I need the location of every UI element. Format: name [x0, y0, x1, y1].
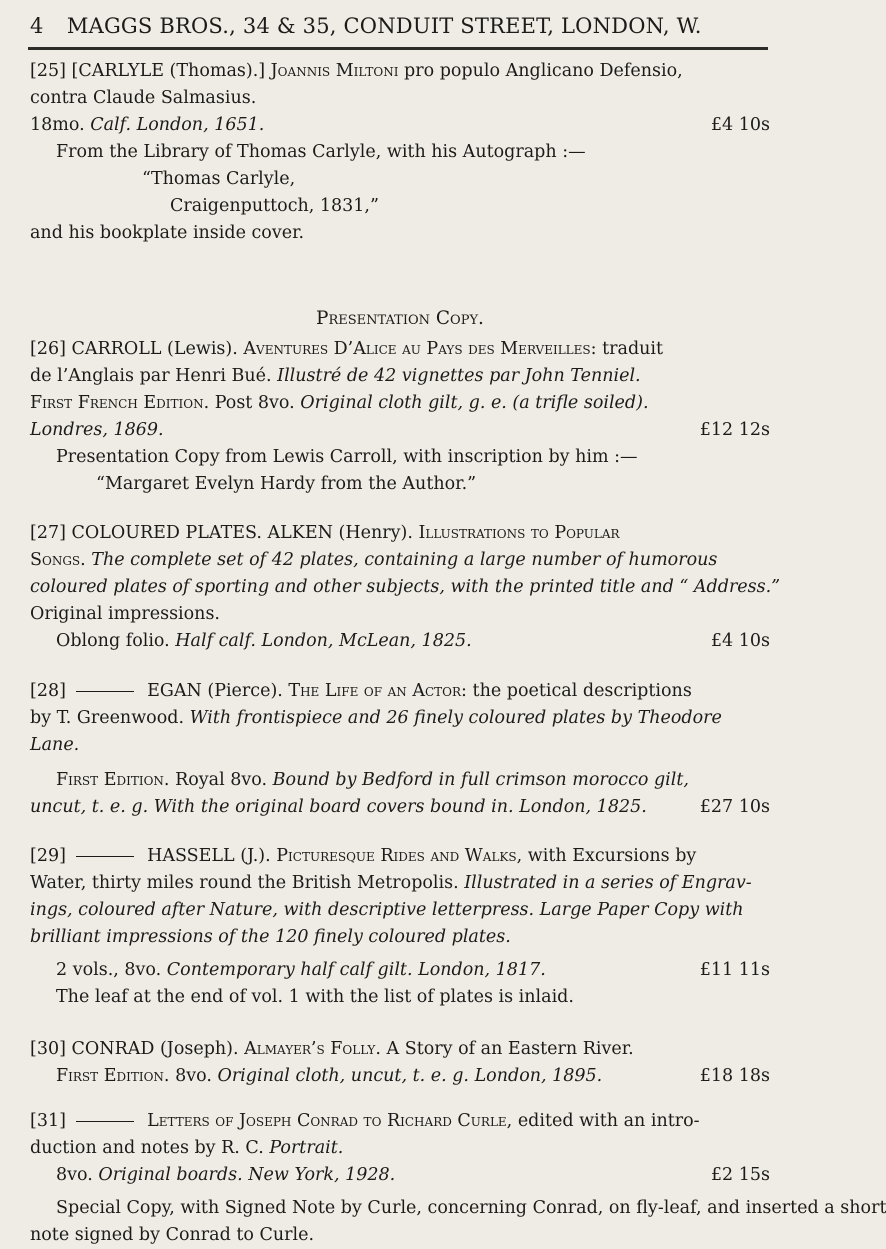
lot-description: ings, coloured after Nature, with descriptive letterpress. Large Paper Copy with [30, 900, 744, 920]
lot-title-rest: A Story of an Eastern River. [386, 1039, 634, 1059]
lot-title: Aventures D’Alice au Pays des Merveilles: [243, 339, 597, 359]
lot-description: coloured plates of sporting and other subjects, with the printed title and “ Address.” [30, 577, 781, 597]
lot-imprint: Londres, 1869. [30, 420, 164, 440]
header-title: MAGGS BROS., 34 & 35, CONDUIT STREET, LONDON, W. [66, 14, 702, 38]
lot-note: The leaf at the end of vol. 1 with the list of plates is inlaid. [56, 987, 574, 1007]
lot-note: From the Library of Thomas Carlyle, with his Autograph :— [56, 142, 586, 162]
lot-quote: Craigenputtoch, 1831,” [170, 196, 379, 216]
lot-subject: COLOURED PLATES. [71, 523, 262, 543]
lot-price: £27 10s [699, 797, 770, 817]
lot-edition: First French Edition. [30, 393, 210, 413]
lot-title: Almayer’s Folly. [244, 1039, 381, 1059]
lot-binding: Half calf. [175, 631, 256, 651]
lot-number: [27] [30, 523, 66, 543]
lot-illustrations: Illustrated in a series of Engrav- [464, 873, 752, 893]
lot-note: note signed by Conrad to Curle. [30, 1225, 315, 1245]
section-presentation-copy: Presentation Copy. [316, 308, 484, 329]
lot-binding: Contemporary half calf gilt. [166, 960, 413, 980]
lot-binding: Original cloth gilt, g. e. (a trifle soiled). [300, 393, 649, 413]
lot-author: ALKEN (Henry). [267, 523, 413, 543]
lot-format: 18mo. [30, 115, 85, 135]
lot-price: £12 12s [699, 420, 770, 440]
lot-title: Picturesque Rides and Walks, [276, 846, 523, 866]
lot-number: [30] [30, 1039, 66, 1059]
lot-imprint: London, 1817. [418, 960, 546, 980]
lot-imprint: London, McLean, 1825. [261, 631, 472, 651]
lot-number: [25] [30, 61, 66, 81]
lot-author: CONRAD (Joseph). [71, 1039, 239, 1059]
lot-28 [30, 678, 770, 821]
lot-number: [28] [30, 681, 66, 701]
lot-title-line2: de l’Anglais par Henri Bué. [30, 366, 272, 386]
lot-format: Oblong folio. [56, 631, 170, 651]
lot-note: “Margaret Evelyn Hardy from the Author.” [96, 474, 477, 494]
lot-author: HASSELL (J.). [147, 846, 271, 866]
lot-binding: Original boards. [98, 1165, 243, 1185]
lot-note: Presentation Copy from Lewis Carroll, with inscription by him :— [56, 447, 638, 467]
lot-30 [30, 1036, 770, 1090]
lot-title: The Life of an Actor: [288, 681, 467, 701]
lot-heading: [CARLYLE (Thomas).] [71, 61, 266, 81]
lot-description: The complete set of 42 plates, containing a large number of humorous [91, 550, 718, 570]
lot-edition: First Edition. [56, 770, 170, 790]
lot-binding: uncut, t. e. g. With the original board covers bound in. [30, 797, 514, 817]
lot-edition: First Edition. [56, 1066, 170, 1086]
lot-title: Illustrations to Popular [418, 523, 620, 543]
lot-imprint: London, 1825. [519, 797, 647, 817]
lot-27 [30, 520, 781, 655]
lot-title-line2: contra Claude Salmasius. [30, 88, 257, 108]
page-number: 4 [30, 14, 44, 38]
lot-format: 8vo. [175, 1066, 212, 1086]
lot-title-rest: edited with an intro- [517, 1111, 700, 1131]
lot-author: CARROLL (Lewis). [71, 339, 238, 359]
lot-illustrations: Illustré de 42 vignettes par John Tenniel. [277, 366, 641, 386]
lot-title-rest: traduit [602, 339, 664, 359]
header-rule [28, 47, 768, 50]
lot-title: Joannis Miltoni [270, 61, 399, 81]
lot-number: [26] [30, 339, 66, 359]
lot-price: £4 10s [710, 115, 770, 135]
lot-note: Special Copy, with Signed Note by Curle, concerning Conrad, on fly-leaf, and inserted a short [56, 1198, 886, 1218]
lot-format: 8vo. [56, 1165, 93, 1185]
ditto-dash [76, 1121, 134, 1122]
ditto-dash [76, 856, 134, 857]
lot-title-line2: by T. Greenwood. [30, 708, 185, 728]
lot-description: brilliant impressions of the 120 finely coloured plates. [30, 927, 511, 947]
lot-price: £18 18s [699, 1066, 770, 1086]
lot-31 [30, 1108, 886, 1249]
lot-title-line2: Songs. [30, 550, 86, 570]
lot-number: [29] [30, 846, 66, 866]
lot-illustrations: Lane. [30, 735, 80, 755]
lot-imprint: London, 1895. [474, 1066, 603, 1086]
lot-number: [31] [30, 1111, 66, 1131]
lot-title-line2: duction and notes by R. C. [30, 1138, 264, 1158]
lot-description: Original impressions. [30, 604, 220, 624]
lot-26 [30, 336, 770, 498]
lot-binding: Calf. London, 1651. [90, 115, 265, 135]
lot-title: Letters of Joseph Conrad to Richard Curle, [147, 1111, 513, 1131]
lot-format: Royal 8vo. [175, 770, 268, 790]
lot-29 [30, 843, 770, 1011]
lot-format: Post 8vo. [214, 393, 295, 413]
lot-title-line2: Water, thirty miles round the British Metropolis. [30, 873, 459, 893]
ditto-dash [76, 691, 134, 692]
lot-format: 2 vols., 8vo. [56, 960, 162, 980]
lot-title-rest: pro populo Anglicano Defensio, [404, 61, 683, 81]
lot-title-rest: with Excursions by [527, 846, 697, 866]
lot-binding: Original cloth, uncut, t. e. g. [217, 1066, 469, 1086]
page-header [30, 14, 770, 38]
lot-title-rest: the poetical descriptions [472, 681, 692, 701]
lot-imprint: New York, 1928. [248, 1165, 396, 1185]
lot-illustrations: With frontispiece and 26 finely coloured plates by Theodore [189, 708, 722, 728]
lot-note: and his bookplate inside cover. [30, 223, 305, 243]
lot-price: £4 10s [710, 631, 770, 651]
lot-25 [30, 58, 770, 247]
lot-binding: Bound by Bedford in full crimson morocco gilt, [272, 770, 689, 790]
lot-author: EGAN (Pierce). [147, 681, 283, 701]
lot-illustrations: Portrait. [269, 1138, 344, 1158]
lot-price: £11 11s [699, 960, 770, 980]
lot-quote: “Thomas Carlyle, [142, 169, 296, 189]
lot-price: £2 15s [710, 1165, 770, 1185]
